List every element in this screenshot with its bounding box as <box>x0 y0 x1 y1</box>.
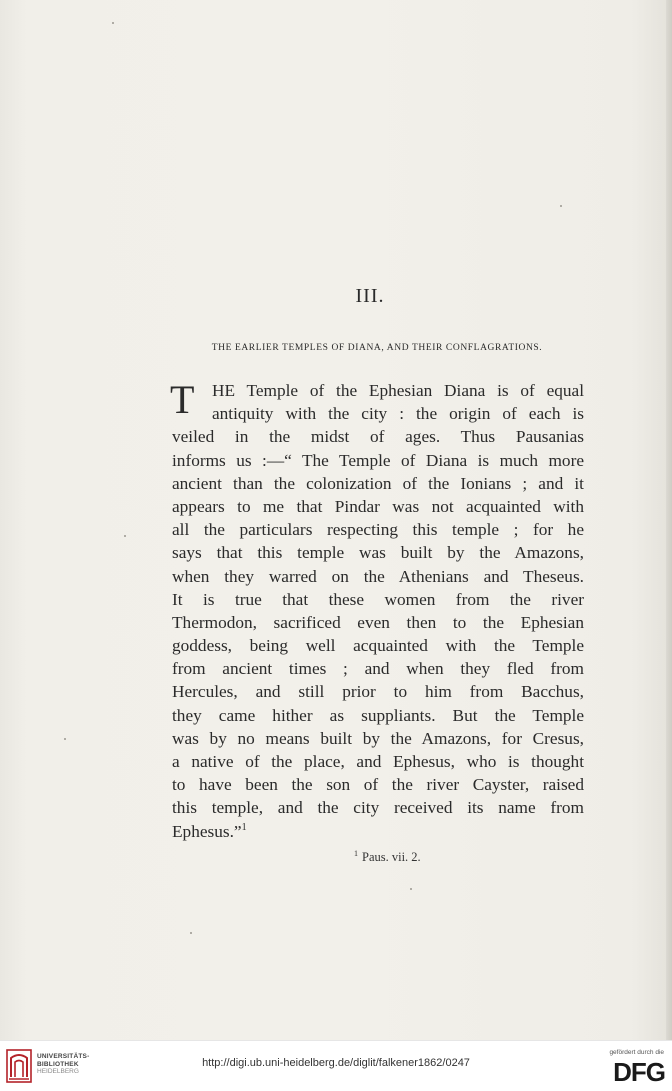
text-line: this temple, and the city received its name from <box>172 798 584 818</box>
text-line-content: Temple of the Ephesian Diana is of equal <box>246 381 584 400</box>
paper-speck <box>124 535 126 537</box>
text-line: all the particulars respecting this temple ; for he <box>172 520 584 540</box>
text-line: from ancient times ; and when they fled from <box>172 659 584 679</box>
text-line: goddess, being well acquainted with the Temple <box>172 636 584 656</box>
text-line: a native of the place, and Ephesus, who is thought <box>172 752 584 771</box>
paper-speck <box>112 22 114 24</box>
dfg-logo: DFG <box>613 1057 665 1087</box>
text-line: Thermodon, sacrificed even then to the Ephesian <box>172 612 584 632</box>
text-line <box>172 820 584 843</box>
paper-speck <box>64 738 66 740</box>
text-line: Hercules, and still prior to him from Bacchus, <box>172 682 584 702</box>
funding-note: gefördert durch die <box>609 1049 664 1056</box>
text-line: informs us :—“ The Temple of Diana is much more <box>172 450 584 470</box>
text-line: appears to me that Pindar was not acquainted with <box>172 496 584 516</box>
paper-speck <box>560 205 562 207</box>
text-line: to have been the son of the river Cayster, raised <box>172 775 584 795</box>
footnote-text: Paus. vii. 2. <box>362 850 421 864</box>
text-line: says that this temple was built by the Amazons, <box>172 543 584 563</box>
library-name-line: HEIDELBERG <box>37 1068 79 1075</box>
paper-speck <box>410 888 412 890</box>
footnote <box>354 850 421 865</box>
text-line <box>172 379 584 402</box>
text-line: antiquity with the city : the origin of each is <box>212 404 584 424</box>
chapter-title: THE EARLIER TEMPLES OF DIANA, AND THEIR CONFLAGRATIONS. <box>211 343 543 353</box>
text-line-content: Ephesus.” <box>172 821 242 841</box>
permalink-url[interactable]: http://digi.ub.uni-heidelberg.de/diglit/falkener1862/0247 <box>202 1057 470 1069</box>
body-text <box>172 379 584 843</box>
text-line: they came hither as suppliants. But the Temple <box>172 705 584 725</box>
library-name-line: BIBLIOTHEK <box>37 1060 79 1068</box>
text-line: veiled in the midst of ages. Thus Pausanias <box>172 427 584 447</box>
text-line: ancient than the colonization of the Ionians ; and it <box>172 473 584 493</box>
text-line: when they warred on the Athenians and Theseus. <box>172 566 584 586</box>
chapter-number: III. <box>355 285 385 307</box>
library-name-line: UNIVERSITÄTS- <box>37 1053 90 1060</box>
drop-cap-rest: HE <box>212 381 236 400</box>
text-line: It is true that these women from the river <box>172 589 584 609</box>
viewer-footer <box>0 1040 672 1091</box>
footnote-reference: 1 <box>241 821 247 833</box>
text-line: was by no means built by the Amazons, for Cresus, <box>172 728 584 748</box>
paper-speck <box>190 932 192 934</box>
drop-cap: T <box>170 377 195 422</box>
footnote-mark: 1 <box>354 848 358 858</box>
